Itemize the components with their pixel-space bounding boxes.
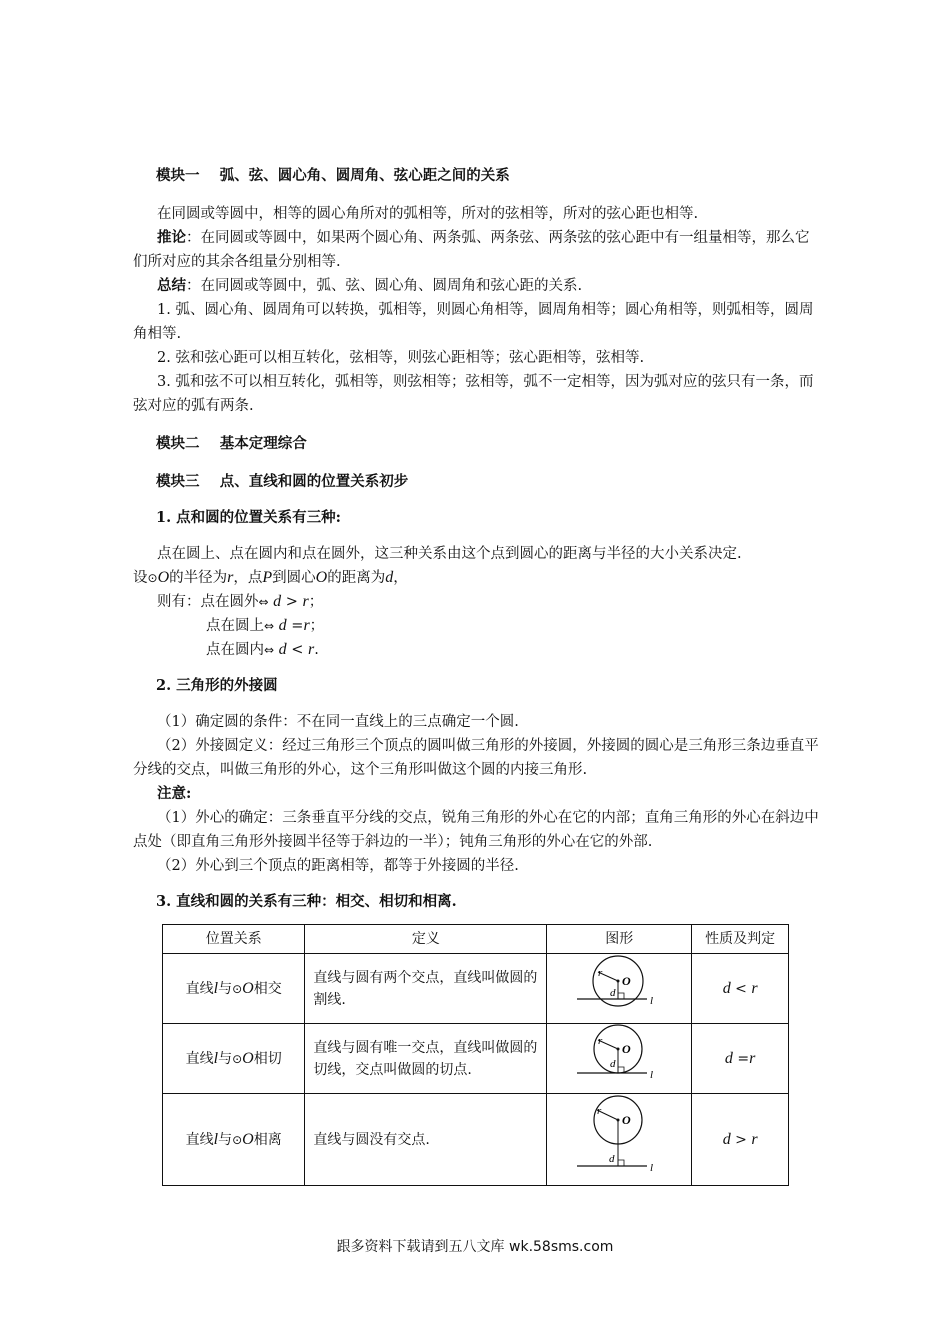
fig-label-d: d	[610, 987, 616, 999]
header-figure: 图形	[547, 925, 692, 954]
point-circle-setup	[133, 566, 823, 590]
rel-d: d	[278, 617, 287, 634]
distance-d: d	[385, 569, 394, 586]
header-position: 位置关系	[163, 925, 305, 954]
rel-text: 点在圆外	[200, 594, 259, 610]
rel-end: ；	[308, 594, 324, 610]
separate-figure	[547, 1094, 691, 1178]
summary-item-1: 1. 弧、圆心角、圆周角可以转换，弧相等，则圆心角相等，圆周角相等；圆心角相等，则弧相等，圆周角相等.	[133, 302, 814, 342]
fig-label-l: l	[650, 1162, 654, 1174]
setup-text-a: 设	[133, 570, 148, 586]
rel-end: ；	[309, 618, 325, 634]
fig-label-r: r	[598, 967, 603, 979]
prop-d: d	[722, 979, 731, 997]
rel-r: r	[308, 641, 315, 658]
row-property	[692, 954, 789, 1024]
center-O-2: O	[315, 569, 328, 586]
note-1: （1）外心的确定：三条垂直平分线的交点，锐角三角形的外心在它的内部；直角三角形的外心在斜边中点处（即直角三角形外接圆半径等于斜边的一半）；钝角三角形的外心在它的外部.	[133, 810, 819, 850]
fig-label-r: r	[598, 1035, 603, 1047]
prop-r: r	[751, 979, 758, 997]
note-2: （2）外心到三个顶点的距离相等，都等于外接圆的半径.	[157, 858, 519, 874]
setup-text-f: ，	[393, 570, 408, 586]
header-property: 性质及判定	[692, 925, 789, 954]
rel-r: r	[303, 617, 310, 634]
center-dot	[617, 1048, 620, 1051]
line-l: l	[213, 1049, 219, 1067]
rel-end: .	[314, 642, 319, 658]
rel-text: 点在圆上	[206, 618, 264, 634]
section2-title: 2. 三角形的外接圆	[156, 677, 278, 694]
fig-label-o: O	[622, 974, 631, 988]
row-figure	[547, 954, 692, 1024]
line-l: l	[213, 979, 219, 997]
row-relation	[163, 1094, 305, 1186]
prop-op: <	[730, 980, 752, 997]
rel-b: 与	[218, 980, 233, 997]
row-relation	[163, 1024, 305, 1094]
circumcircle-definition: （2）外接圆定义：经过三角形三个顶点的圆叫做三角形的外接圆，外接圆的圆心是三角形三条边垂直平分线的交点，叫做三角形的外心，这个三角形叫做这个圆的内接三角形.	[133, 738, 819, 778]
section3-title: 3. 直线和圆的关系有三种：相交、相切和相离.	[156, 893, 457, 910]
setup-text-e: 的距离为	[327, 570, 386, 586]
prop-r: r	[751, 1130, 758, 1148]
row-property	[692, 1094, 789, 1186]
module3-title: 模块三 点、直线和圆的位置关系初步	[156, 473, 409, 490]
table-header-row	[163, 925, 789, 954]
tangent-figure	[547, 1024, 691, 1086]
section1-title: 1. 点和圆的位置关系有三种:	[156, 509, 342, 526]
summary-paragraph	[133, 274, 823, 298]
module1-title: 模块一 弧、弦、圆心角、圆周角、弦心距之间的关系	[156, 167, 510, 184]
rel-c: 相离	[253, 1131, 282, 1148]
circle-symbol: ⊙	[232, 981, 243, 996]
prop-op: >	[730, 1131, 752, 1148]
fig-label-l: l	[650, 1069, 654, 1081]
fig-label-l: l	[650, 995, 654, 1007]
row-figure	[547, 1024, 692, 1094]
row-figure	[547, 1094, 692, 1186]
center-dot	[617, 980, 620, 983]
point-P: P	[262, 569, 273, 586]
rel-d: d	[273, 593, 282, 610]
summary-label: 总结	[157, 277, 186, 294]
then-label: 则有：	[157, 594, 201, 610]
prop-r: r	[749, 1049, 756, 1067]
rel-b: 与	[218, 1131, 233, 1148]
line-l: l	[213, 1130, 219, 1148]
circle-condition: （1）确定圆的条件：不在同一直线上的三点确定一个圆.	[157, 714, 519, 730]
rel-c: 相交	[253, 980, 282, 997]
summary-item-2: 2. 弦和弦心距可以相互转化，弦相等，则弦心距相等；弦心距相等，弦相等.	[157, 350, 645, 366]
module1-paragraph: 在同圆或等圆中，相等的圆心角所对的弧相等，所对的弦相等，所对的弦心距也相等.	[157, 206, 699, 222]
row-definition: 直线与圆有唯一交点，直线叫做圆的切线，交点叫做圆的切点.	[305, 1024, 547, 1094]
footer-text: 跟多资料下载请到五八文库 wk.58sms.com	[336, 1239, 614, 1255]
module1-body	[133, 202, 823, 418]
table-row	[163, 954, 789, 1024]
iff-arrow-icon: ⇔	[264, 619, 275, 633]
header-definition: 定义	[305, 925, 547, 954]
table-row	[163, 1094, 789, 1186]
fig-label-d: d	[610, 1058, 616, 1070]
setup-text-d: 到圆心	[272, 570, 316, 586]
fig-label-o: O	[622, 1042, 631, 1056]
row-property	[692, 1024, 789, 1094]
circle-symbol: ⊙	[147, 571, 158, 585]
relation-outside	[133, 590, 823, 614]
prop-d: d	[724, 1049, 733, 1067]
center-O: O	[242, 979, 254, 997]
fig-label-o: O	[622, 1113, 631, 1127]
center-O: O	[242, 1130, 254, 1148]
line-circle-table	[162, 924, 789, 1186]
summary-item-3: 3. 弧和弦不可以相互转化，弧相等，则弦相等；弦相等，弧不一定相等，因为弧对应的弦只有一条，而弦对应的弧有两条.	[133, 374, 814, 414]
row-definition: 直线与圆没有交点.	[305, 1094, 547, 1186]
center-O: O	[242, 1049, 254, 1067]
section1-body	[133, 542, 823, 662]
center-dot	[617, 1119, 620, 1122]
center-O: O	[157, 569, 170, 586]
row-relation	[163, 954, 305, 1024]
rel-op: >	[281, 594, 303, 610]
relation-inside	[133, 638, 823, 662]
iff-arrow-icon: ⇔	[258, 595, 269, 609]
rel-op: <	[286, 642, 309, 658]
module2-title: 模块二 基本定理综合	[156, 435, 307, 452]
setup-text-c: ，点	[233, 570, 263, 586]
rel-d: d	[278, 641, 287, 658]
rel-op: =	[286, 618, 304, 634]
rel-a: 直线	[185, 1050, 214, 1067]
radius-r: r	[227, 569, 234, 586]
rel-a: 直线	[185, 980, 214, 997]
rel-r: r	[302, 593, 309, 610]
rel-text: 点在圆内	[206, 642, 264, 658]
rel-a: 直线	[185, 1131, 214, 1148]
circle-symbol: ⊙	[232, 1051, 243, 1066]
point-circle-paragraph: 点在圆上、点在圆内和点在圆外，这三种关系由这个点到圆心的距离与半径的大小关系决定.	[157, 546, 742, 562]
inference-paragraph	[133, 226, 823, 274]
secant-figure	[547, 954, 691, 1016]
rel-c: 相切	[253, 1050, 282, 1067]
right-angle-mark	[618, 1160, 624, 1166]
prop-d: d	[722, 1130, 731, 1148]
inference-text: ：在同圆或等圆中，如果两个圆心角、两条弧、两条弦、两条弦的弦心距中有一组量相等，那么它们所对应的其余各组量分别相等.	[133, 230, 810, 270]
setup-text-b: 的半径为	[169, 570, 228, 586]
right-angle-mark	[618, 993, 624, 999]
iff-arrow-icon: ⇔	[264, 643, 275, 657]
summary-text: ：在同圆或等圆中，弧、弦、圆心角、圆周角和弦心距的关系.	[186, 278, 583, 294]
prop-op: =	[732, 1050, 750, 1067]
section2-body	[133, 710, 823, 878]
row-definition: 直线与圆有两个交点，直线叫做圆的割线.	[305, 954, 547, 1024]
rel-b: 与	[218, 1050, 233, 1067]
fig-label-r: r	[597, 1105, 602, 1117]
inference-label: 推论	[157, 229, 186, 246]
fig-label-d: d	[609, 1153, 615, 1165]
circle-symbol: ⊙	[232, 1132, 243, 1147]
table-row	[163, 1024, 789, 1094]
note-label: 注意:	[157, 785, 192, 802]
relation-on	[133, 614, 823, 638]
